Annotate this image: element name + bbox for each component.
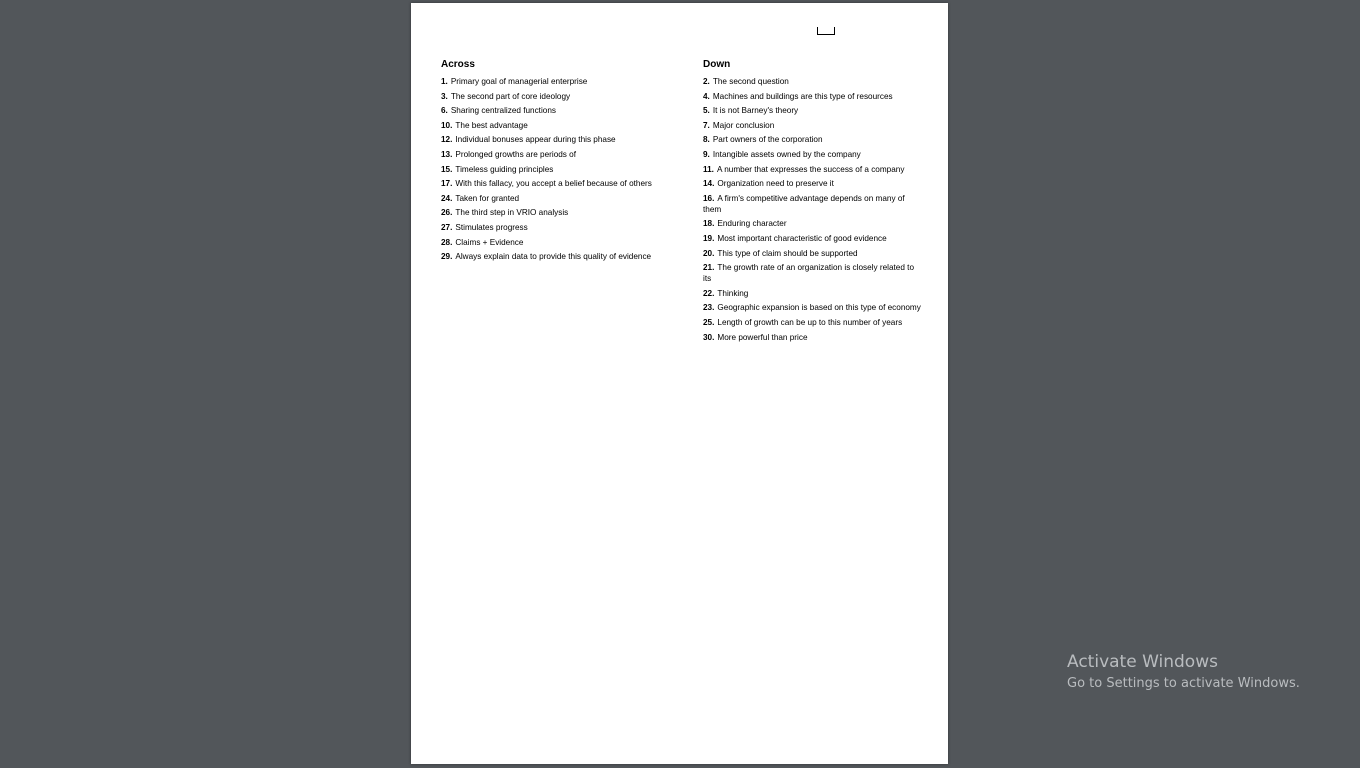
clue-number: 24. xyxy=(441,193,453,203)
clue-item xyxy=(703,302,921,313)
clue-item xyxy=(703,262,921,284)
clue-text: Enduring character xyxy=(717,219,787,229)
clue-number: 2. xyxy=(703,77,710,86)
down-heading: Down xyxy=(703,59,731,70)
clue-item xyxy=(703,91,921,102)
clue-item xyxy=(441,164,665,175)
clue-number: 28. xyxy=(441,237,453,247)
clue-number: 4. xyxy=(703,91,710,101)
clue-text: Individual bonuses appear during this phase xyxy=(455,135,616,145)
watermark-subtitle: Go to Settings to activate Windows. xyxy=(1067,676,1300,691)
clue-item xyxy=(703,193,921,215)
clue-text: Sharing centralized functions xyxy=(450,106,556,116)
clue-item xyxy=(441,120,665,131)
clue-number: 22. xyxy=(703,288,715,298)
document-page[interactable] xyxy=(411,3,948,764)
clue-item xyxy=(703,288,921,299)
clue-number: 3. xyxy=(441,91,448,101)
clue-text: With this fallacy, you accept a belief because of others xyxy=(455,179,652,189)
clue-item xyxy=(703,120,921,131)
clue-number: 25. xyxy=(703,317,715,327)
clue-number: 6. xyxy=(441,106,448,116)
clue-item xyxy=(703,218,921,229)
clue-text: Intangible assets owned by the company xyxy=(712,149,861,159)
clue-text: More powerful than price xyxy=(717,332,808,342)
clue-text: The second question xyxy=(712,77,789,86)
watermark-title: Activate Windows xyxy=(1067,652,1218,672)
clue-number: 18. xyxy=(703,219,715,229)
clue-text: Stimulates progress xyxy=(455,222,528,232)
clue-item xyxy=(441,178,665,189)
clue-text: Always explain data to provide this quality of evidence xyxy=(455,252,652,262)
clue-number: 19. xyxy=(703,233,715,243)
clue-number: 17. xyxy=(441,179,453,189)
clue-text: It is not Barney's theory xyxy=(712,106,799,116)
clue-text: Timeless guiding principles xyxy=(455,164,554,174)
clue-item xyxy=(441,251,665,262)
clue-number: 8. xyxy=(703,135,710,145)
clue-text: This type of claim should be supported xyxy=(717,248,858,258)
clue-item xyxy=(441,207,665,218)
across-column xyxy=(441,59,665,266)
clue-item xyxy=(703,149,921,160)
clue-item xyxy=(703,317,921,328)
clue-item xyxy=(441,222,665,233)
clue-number: 27. xyxy=(441,222,453,232)
clue-item xyxy=(441,193,665,204)
clue-text: Claims + Evidence xyxy=(455,237,524,247)
clue-number: 26. xyxy=(441,208,453,218)
clue-text: Taken for granted xyxy=(455,193,520,203)
clue-item xyxy=(441,91,665,102)
clue-text: Primary goal of managerial enterprise xyxy=(450,77,588,86)
clue-number: 21. xyxy=(703,263,715,273)
clue-number: 16. xyxy=(703,193,715,203)
clue-text: The best advantage xyxy=(455,120,528,130)
clue-number: 5. xyxy=(703,106,710,116)
clue-item xyxy=(703,248,921,259)
clue-item xyxy=(703,332,921,343)
clue-number: 14. xyxy=(703,179,715,189)
clue-text: A firm's competitive advantage depends on many of them xyxy=(703,193,905,214)
clue-number: 30. xyxy=(703,332,715,342)
clue-number: 11. xyxy=(703,164,714,174)
clue-number: 10. xyxy=(441,120,453,130)
clue-text: The second part of core ideology xyxy=(450,91,571,101)
clue-number: 12. xyxy=(441,135,453,145)
clue-text: Prolonged growths are periods of xyxy=(455,149,577,159)
clue-text: Geographic expansion is based on this type of economy xyxy=(717,303,921,313)
clue-text: A number that expresses the success of a company xyxy=(716,164,905,174)
clue-number: 20. xyxy=(703,248,715,258)
clue-text: Most important characteristic of good evidence xyxy=(717,233,887,243)
clue-item xyxy=(441,149,665,160)
clue-number: 13. xyxy=(441,149,453,159)
clue-text: Major conclusion xyxy=(712,120,775,130)
clue-number: 1. xyxy=(441,77,448,86)
clue-item xyxy=(703,164,921,175)
across-heading: Across xyxy=(441,59,475,70)
clue-number: 15. xyxy=(441,164,453,174)
clue-text: The growth rate of an organization is closely related to its xyxy=(703,263,914,284)
clue-item xyxy=(703,178,921,189)
clue-item xyxy=(703,233,921,244)
down-clue-list xyxy=(703,76,921,343)
clue-item xyxy=(703,76,921,87)
clue-number: 29. xyxy=(441,252,453,262)
across-clue-list xyxy=(441,76,665,262)
clue-number: 7. xyxy=(703,120,710,130)
clue-item xyxy=(441,237,665,248)
clue-item xyxy=(703,105,921,116)
activate-windows-watermark xyxy=(1067,651,1300,694)
clue-item xyxy=(441,76,665,87)
down-column xyxy=(703,59,921,346)
page-mark xyxy=(817,27,835,35)
clue-item xyxy=(441,105,665,116)
clue-text: Thinking xyxy=(717,288,749,298)
clue-text: The third step in VRIO analysis xyxy=(455,208,569,218)
clue-item xyxy=(703,134,921,145)
clue-text: Machines and buildings are this type of resources xyxy=(712,91,893,101)
clue-text: Length of growth can be up to this number of years xyxy=(717,317,903,327)
clue-item xyxy=(441,134,665,145)
clue-text: Part owners of the corporation xyxy=(712,135,823,145)
clue-number: 23. xyxy=(703,303,715,313)
clue-number: 9. xyxy=(703,149,710,159)
clue-text: Organization need to preserve it xyxy=(717,179,834,189)
